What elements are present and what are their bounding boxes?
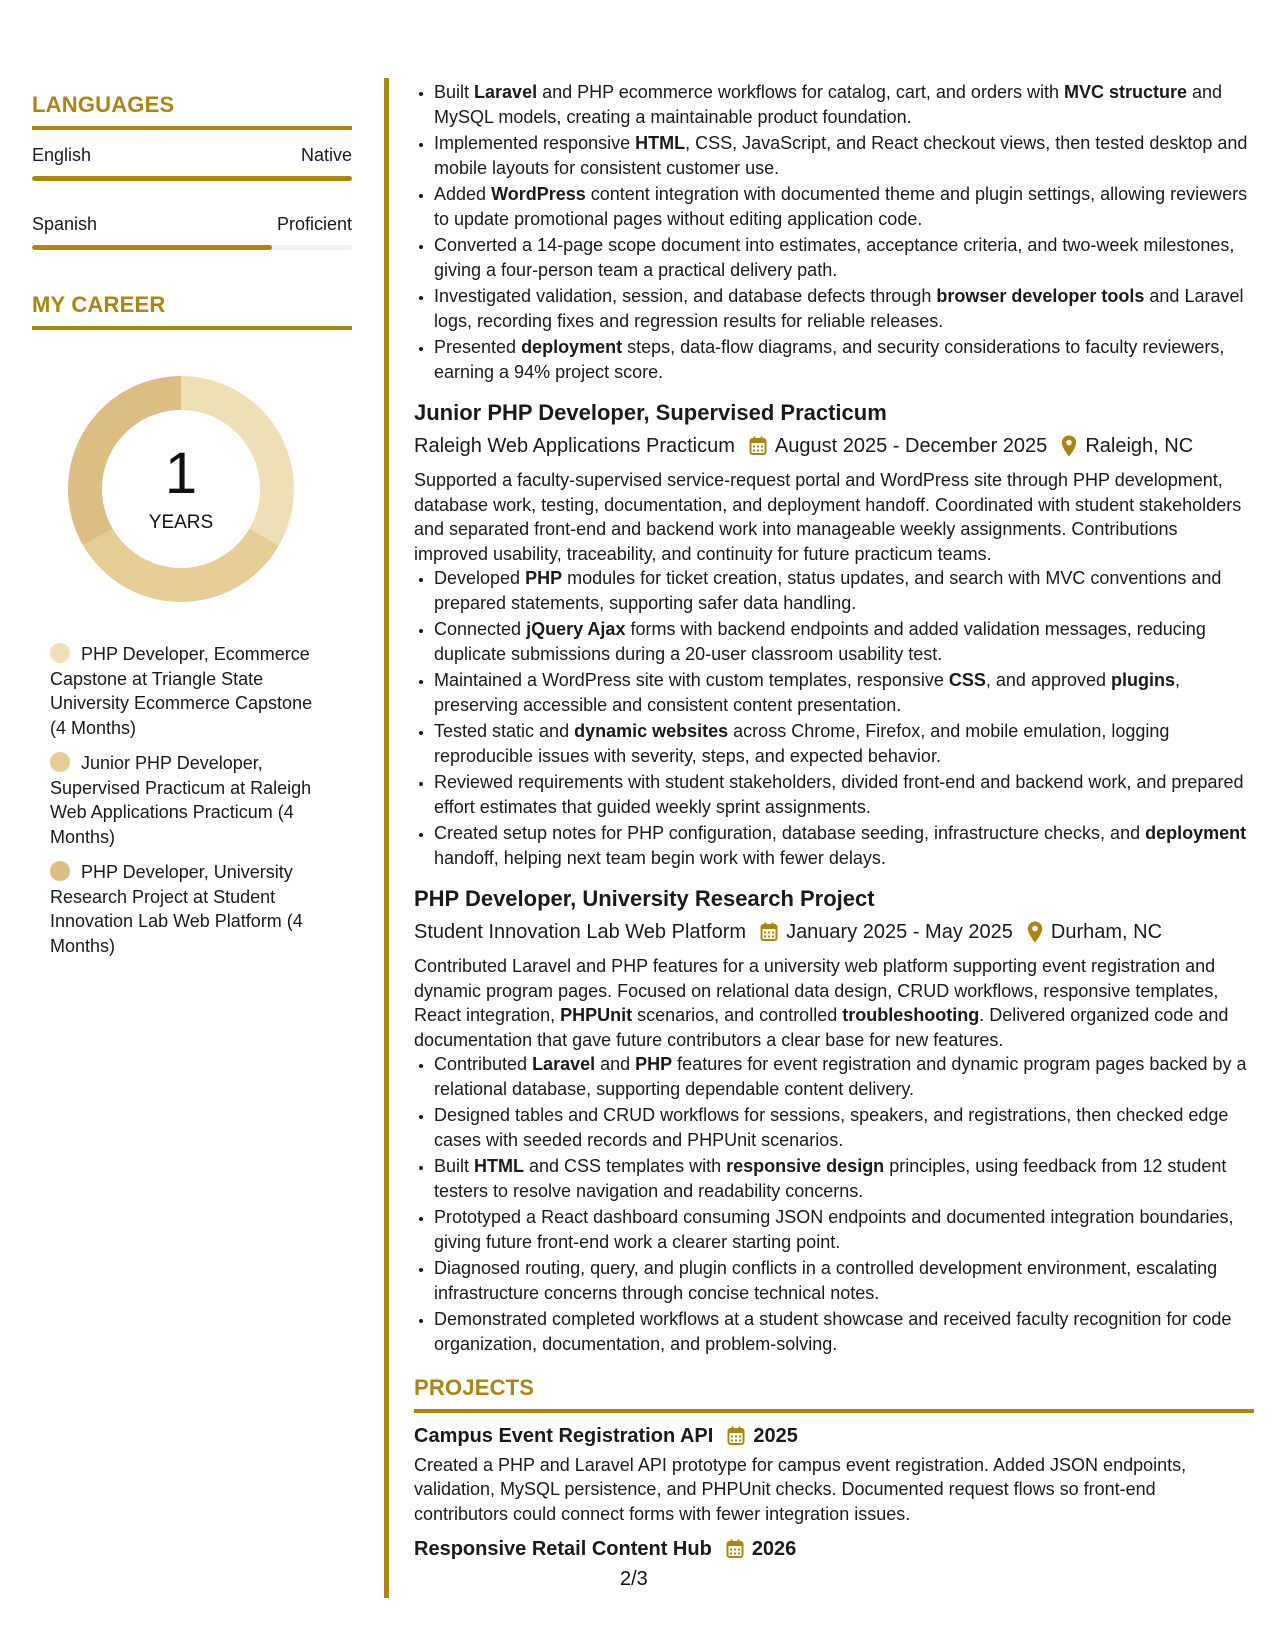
- job-entry: [414, 885, 1254, 1356]
- text-run: and MySQL models, creating a maintainable product foundation.: [434, 82, 1223, 127]
- bullet-item: [434, 1154, 1254, 1203]
- text-run: and: [595, 1054, 636, 1074]
- text-run: Reviewed requirements with student stakeholders, divided front-end and backend work, and prepared effort estimates that guided weekly sprint assignments.: [434, 772, 1244, 817]
- job-dates: August 2025 - December 2025: [774, 435, 1048, 457]
- job-company: Raleigh Web Applications Practicum: [414, 435, 735, 457]
- text-run: features for event registration and dynamic program pages backed by a relational database, supporting dependable content delivery.: [434, 1054, 1247, 1099]
- text-run: and PHP ecommerce workflows for catalog, cart, and orders with: [537, 82, 1064, 102]
- text-run: Implemented responsive: [434, 133, 636, 153]
- bold-keyword: CSS: [948, 670, 986, 690]
- text-run: Built: [434, 82, 475, 102]
- calendar-icon: [727, 1426, 745, 1446]
- text-run: Investigated validation, session, and database defects through: [434, 286, 937, 306]
- language-level-bar: [32, 176, 352, 181]
- bullet-item: [434, 617, 1254, 666]
- text-run: and CSS templates with: [524, 1156, 727, 1176]
- experience-jobs: [414, 399, 1254, 1356]
- bullet-item: [434, 335, 1254, 384]
- bullet-item: [434, 1205, 1254, 1254]
- bullet-item: [434, 182, 1254, 231]
- bold-keyword: WordPress: [491, 184, 586, 204]
- text-run: , preserving accessible and consistent content presentation.: [434, 670, 1181, 715]
- calendar-icon: [749, 436, 767, 456]
- career-list: [50, 642, 325, 958]
- career-donut-chart: [66, 374, 296, 604]
- language-level: Proficient: [276, 214, 352, 234]
- bullet-item: [434, 1052, 1254, 1101]
- text-run: Connected: [434, 619, 527, 639]
- bold-keyword: plugins: [1111, 670, 1176, 690]
- language-name: Spanish: [32, 214, 98, 234]
- bold-keyword: jQuery Ajax: [526, 619, 626, 639]
- bold-keyword: HTML: [635, 133, 686, 153]
- legend-dot: [50, 643, 70, 663]
- career-list-item: [50, 642, 325, 740]
- bullet-item: [434, 1256, 1254, 1305]
- career-total-years: 1: [164, 441, 198, 506]
- text-run: Built: [434, 1156, 475, 1176]
- bold-keyword: HTML: [474, 1156, 525, 1176]
- job-company: Student Innovation Lab Web Platform: [414, 921, 747, 943]
- bullet-item: [434, 719, 1254, 768]
- text-run: forms with backend endpoints and added validation messages, reducing duplicate submissions during a 20-user classroom usability test.: [434, 619, 1206, 664]
- text-run: Added: [434, 184, 492, 204]
- bullet-item: [434, 1307, 1254, 1356]
- text-run: Prototyped a React dashboard consuming JSON endpoints and documented integration boundaries, giving future front-end work a clearer starting point.: [434, 1207, 1234, 1252]
- job-location: Raleigh, NC: [1085, 435, 1194, 457]
- bold-keyword: MVC structure: [1063, 82, 1187, 102]
- column-divider: [384, 78, 389, 1598]
- bullet-item: [434, 284, 1254, 333]
- bullet-item: [434, 1103, 1254, 1152]
- career-list-item: [50, 751, 325, 849]
- bold-keyword: responsive design: [726, 1156, 885, 1176]
- text-run: , and approved: [985, 670, 1112, 690]
- text-run: Created setup notes for PHP configuration, database seeding, infrastructure checks, and: [434, 823, 1146, 843]
- job-meta: [414, 919, 1254, 945]
- text-run: Tested static and: [434, 721, 575, 741]
- page-number: 2/3: [620, 1568, 648, 1590]
- project-description: Created a PHP and Laravel API prototype for campus event registration. Added JSON endpoints, validation, MySQL persistence, and PHPUnit checks. Documented request flows so front-end contributors could connect forms with fewer integration issues.: [414, 1454, 1187, 1524]
- languages-title: LANGUAGES: [32, 92, 352, 130]
- language-level-bar: [32, 245, 352, 250]
- career-title: MY CAREER: [32, 292, 352, 330]
- text-run: Developed: [434, 568, 526, 588]
- text-run: Diagnosed routing, query, and plugin conflicts in a controlled development environment, escalating infrastructure concerns through concise technical notes.: [434, 1258, 1218, 1303]
- career-item-text: PHP Developer, University Research Project at Student Innovation Lab Web Platform (4 Months): [50, 862, 303, 956]
- calendar-icon: [760, 922, 778, 942]
- bold-keyword: PHP: [635, 1054, 673, 1074]
- bold-keyword: dynamic websites: [574, 721, 729, 741]
- bold-keyword: browser developer tools: [936, 286, 1145, 306]
- text-run: content integration with documented theme and plugin settings, allowing reviewers to update promotional pages without editing application code.: [434, 184, 1248, 229]
- calendar-icon: [726, 1539, 744, 1559]
- language-level-fill: [32, 176, 352, 181]
- job-summary: [414, 954, 1254, 1052]
- project-title: [414, 1536, 1254, 1562]
- text-run: and Laravel logs, recording fixes and regression results for reliable releases.: [434, 286, 1244, 331]
- career-item-text: PHP Developer, Ecommerce Capstone at Triangle State University Ecommerce Capstone (4 Months): [50, 644, 313, 738]
- languages-list: [32, 144, 352, 250]
- bullet-item: [434, 668, 1254, 717]
- language-level: Native: [300, 145, 352, 165]
- language-level-fill: [32, 245, 272, 250]
- job-title: PHP Developer, University Research Project: [414, 886, 875, 911]
- text-run: principles, using feedback from 12 student testers to resolve navigation and readability concerns.: [434, 1156, 1227, 1201]
- career-section: [32, 292, 352, 958]
- text-run: Maintained a WordPress site with custom templates, responsive: [434, 670, 949, 690]
- bold-keyword: Laravel: [474, 82, 538, 102]
- text-run: Contributed: [434, 1054, 533, 1074]
- text-run: Contributed Laravel and PHP features for a university web platform supporting event registration and dynamic program pages. Focused on relational data design, CRUD workflows, responsive templates, React integration,: [414, 956, 1219, 1025]
- career-donut-segment-2: [83, 529, 279, 603]
- location-pin-icon: [1027, 921, 1043, 943]
- job-bullets: [414, 1052, 1254, 1356]
- text-run: Converted a 14-page scope document into estimates, acceptance criteria, and two-week milestones, giving a four-person team a practical delivery path.: [434, 235, 1235, 280]
- main-content: [414, 80, 1254, 1562]
- job-meta: [414, 433, 1254, 459]
- bullet-item: [434, 131, 1254, 180]
- bullet-item: [434, 233, 1254, 282]
- text-run: scenarios, and controlled: [632, 1005, 843, 1025]
- bold-keyword: PHPUnit: [560, 1005, 633, 1025]
- text-run: across Chrome, Firefox, and mobile emulation, logging reproducible issues with severity, steps, and expected behavior.: [434, 721, 1170, 766]
- text-run: Presented: [434, 337, 522, 357]
- legend-dot: [50, 752, 70, 772]
- project-year: 2026: [751, 1538, 797, 1560]
- projects-list: [414, 1423, 1254, 1563]
- project-name: Responsive Retail Content Hub: [414, 1538, 712, 1560]
- job-summary: [414, 468, 1254, 566]
- text-run: handoff, helping next team begin work with fewer delays.: [434, 847, 886, 868]
- text-run: modules for ticket creation, status updates, and search with MVC conventions and prepared statements, supporting safer data handling.: [434, 568, 1222, 613]
- text-run: , CSS, JavaScript, and React checkout views, then tested desktop and mobile layouts for consistent customer use.: [434, 133, 1248, 178]
- projects-title: PROJECTS: [414, 1376, 1254, 1413]
- bullet-item: [434, 770, 1254, 819]
- bold-keyword: PHP: [525, 568, 563, 588]
- languages-section: [32, 92, 352, 250]
- career-list-item: [50, 860, 325, 958]
- project-year: 2025: [753, 1424, 798, 1447]
- legend-dot: [50, 861, 70, 881]
- job-location: Durham, NC: [1050, 921, 1163, 943]
- project-name: Campus Event Registration API: [414, 1424, 714, 1447]
- career-item-text: Junior PHP Developer, Supervised Practicum at Raleigh Web Applications Practicum (4 Months): [50, 753, 312, 847]
- text-run: Designed tables and CRUD workflows for sessions, speakers, and registrations, then checked edge cases with seeded records and PHPUnit scenarios.: [434, 1105, 1229, 1150]
- language-row: [32, 144, 352, 166]
- text-run: . Delivered organized code and documentation that gave future contributors a clear base for new features.: [414, 1005, 1229, 1050]
- bullet-item: [434, 821, 1254, 870]
- job-title: Junior PHP Developer, Supervised Practicum: [414, 400, 887, 425]
- bold-keyword: troubleshooting: [842, 1005, 980, 1025]
- text-run: steps, data-flow diagrams, and security considerations to faculty reviewers, earning a 94% project score.: [434, 337, 1225, 382]
- text-run: Supported a faculty-supervised service-request portal and WordPress site through PHP development, database work, testing, documentation, and deployment handoff. Coordinated with student stakeholders and separated front-end and backend work into manageable weekly assignments. Contributions improved usability, traceability, and continuity for future practicum teams.: [414, 470, 1242, 564]
- bullet-item: [434, 566, 1254, 615]
- bullet-item: [434, 80, 1254, 129]
- job-entry: [414, 399, 1254, 870]
- sidebar: [32, 92, 352, 969]
- bold-keyword: Laravel: [532, 1054, 596, 1074]
- projects-section: [414, 1376, 1254, 1562]
- language-name: English: [32, 145, 92, 165]
- ecommerce-capstone-bullets: [414, 80, 1254, 384]
- project-title: [414, 1423, 1254, 1449]
- language-row: [32, 213, 352, 235]
- text-run: Demonstrated completed workflows at a student showcase and received faculty recognition for code organization, documentation, and problem-solving.: [434, 1309, 1232, 1354]
- location-pin-icon: [1061, 435, 1077, 457]
- job-bullets: [414, 566, 1254, 870]
- job-dates: January 2025 - May 2025: [786, 921, 1013, 943]
- bold-keyword: deployment: [1145, 823, 1247, 843]
- career-years-label: YEARS: [148, 512, 214, 533]
- bold-keyword: deployment: [521, 337, 623, 357]
